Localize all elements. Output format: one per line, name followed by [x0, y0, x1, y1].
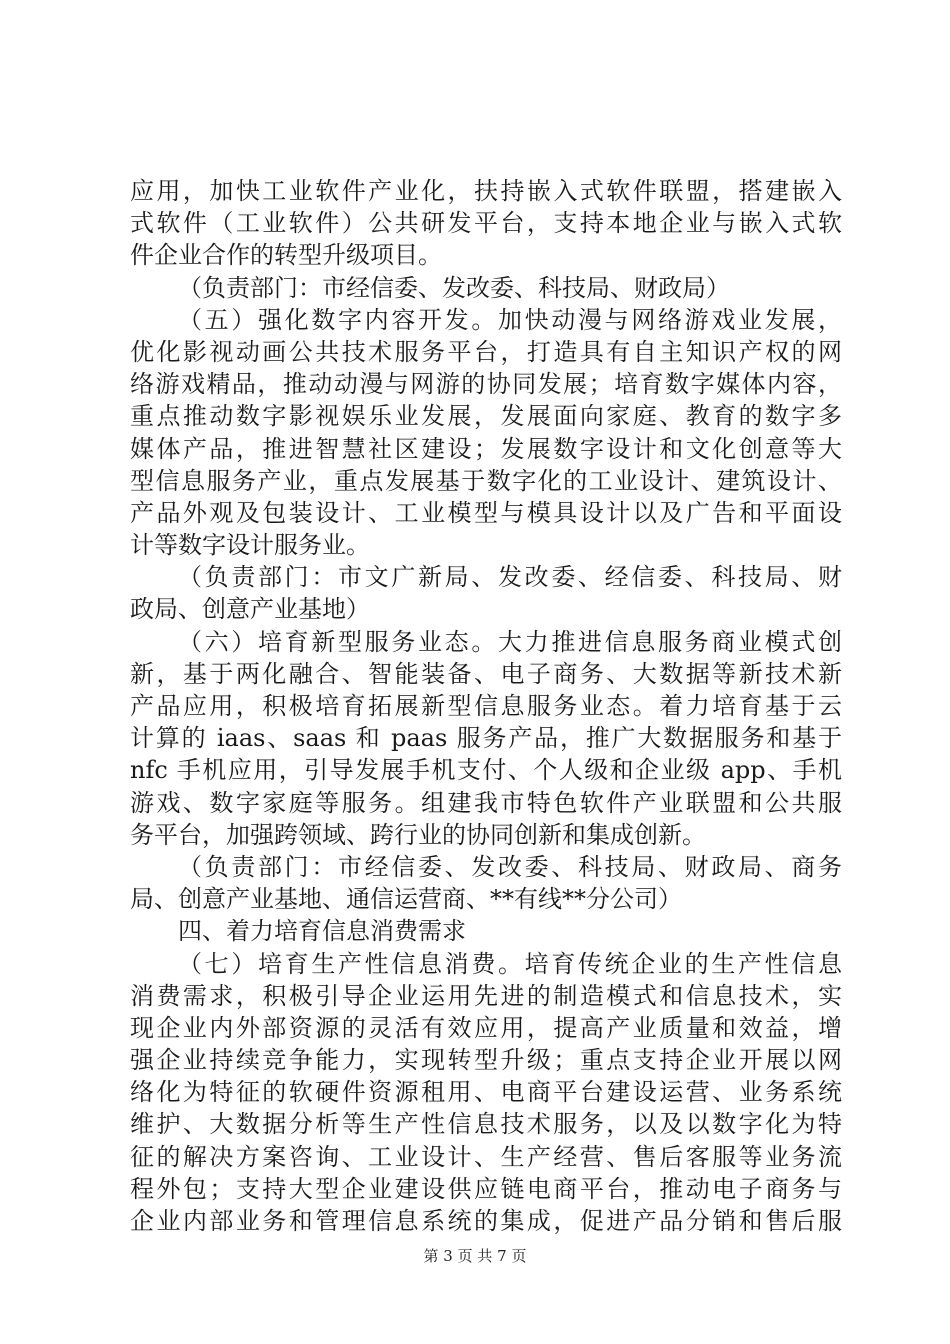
text-line: 型信息服务产业，重点发展基于数字化的工业设计、建筑设计、 [130, 466, 842, 495]
text-line: 应用，加快工业软件产业化，扶持嵌入式软件联盟，搭建嵌入 [130, 177, 842, 205]
text-line: 强企业持续竞争能力，实现转型升级；重点支持企业开展以网 [130, 1046, 842, 1075]
text-line: （负责部门：市经信委、发改委、科技局、财政局、商务 [178, 852, 842, 881]
text-line: 政局、创意产业基地） [130, 595, 370, 624]
text-line: 件企业合作的转型升级项目。 [130, 241, 442, 270]
text-line: 重点推动数字影视娱乐业发展，发展面向家庭、教育的数字多 [130, 402, 842, 431]
text-line: 企业内部业务和管理信息系统的集成，促进产品分销和售后服 [130, 1207, 842, 1235]
text-line: 式软件（工业软件）公共研发平台，支持本地企业与嵌入式软 [130, 209, 842, 238]
text-line: 维护、大数据分析等生产性信息技术服务，以及以数字化为特 [130, 1110, 842, 1139]
page-footer: 第 3 页 共 7 页 [423, 1247, 527, 1265]
text-line: （七）培育生产性信息消费。培育传统企业的生产性信息 [178, 949, 842, 978]
text-line: （负责部门：市经信委、发改委、科技局、财政局） [178, 273, 730, 302]
text-line: 务平台，加强跨领域、跨行业的协同创新和集成创新。 [130, 820, 706, 849]
text-line: 产品外观及包装设计、工业模型与模具设计以及广告和平面设 [130, 498, 842, 527]
text-line: 新，基于两化融合、智能装备、电子商务、大数据等新技术新 [130, 659, 842, 688]
text-line: 络化为特征的软硬件资源租用、电商平台建设运营、业务系统 [130, 1078, 842, 1107]
text-line: 产品应用，积极培育拓展新型信息服务业态。着力培育基于云 [130, 692, 842, 720]
text-line: 局、创意产业基地、通信运营商、**有线**分公司） [130, 885, 682, 914]
text-line: 优化影视动画公共技术服务平台，打造具有自主知识产权的网 [130, 337, 842, 366]
text-line: （六）培育新型服务业态。大力推进信息服务商业模式创 [178, 627, 842, 656]
text-line: 媒体产品，推进智慧社区建设；发展数字设计和文化创意等大 [130, 434, 842, 463]
text-line: 四、着力培育信息消费需求 [178, 917, 466, 946]
text-line: 计等数字设计服务业。 [130, 531, 370, 560]
text-line: 消费需求，积极引导企业运用先进的制造模式和信息技术，实 [130, 981, 842, 1010]
text-line: 络游戏精品，推动动漫与网游的协同发展；培育数字媒体内容， [130, 370, 842, 399]
text-line: 游戏、数字家庭等服务。组建我市特色软件产业联盟和公共服 [130, 788, 842, 817]
text-line: 征的解决方案咨询、工业设计、生产经营、售后客服等业务流 [130, 1142, 842, 1171]
text-line: nfc 手机应用，引导发展手机支付、个人级和企业级 app、手机 [130, 756, 842, 785]
text-line: 计算的 iaas、saas 和 paas 服务产品，推广大数据服务和基于 [130, 724, 842, 753]
text-line: 程外包；支持大型企业建设供应链电商平台，推动电子商务与 [130, 1174, 842, 1203]
text-line: （负责部门：市文广新局、发改委、经信委、科技局、财 [178, 563, 842, 592]
text-line: 现企业内外部资源的灵活有效应用，提高产业质量和效益，增 [130, 1013, 842, 1042]
text-line: （五）强化数字内容开发。加快动漫与网络游戏业发展， [178, 305, 842, 334]
document-body [130, 175, 842, 1237]
